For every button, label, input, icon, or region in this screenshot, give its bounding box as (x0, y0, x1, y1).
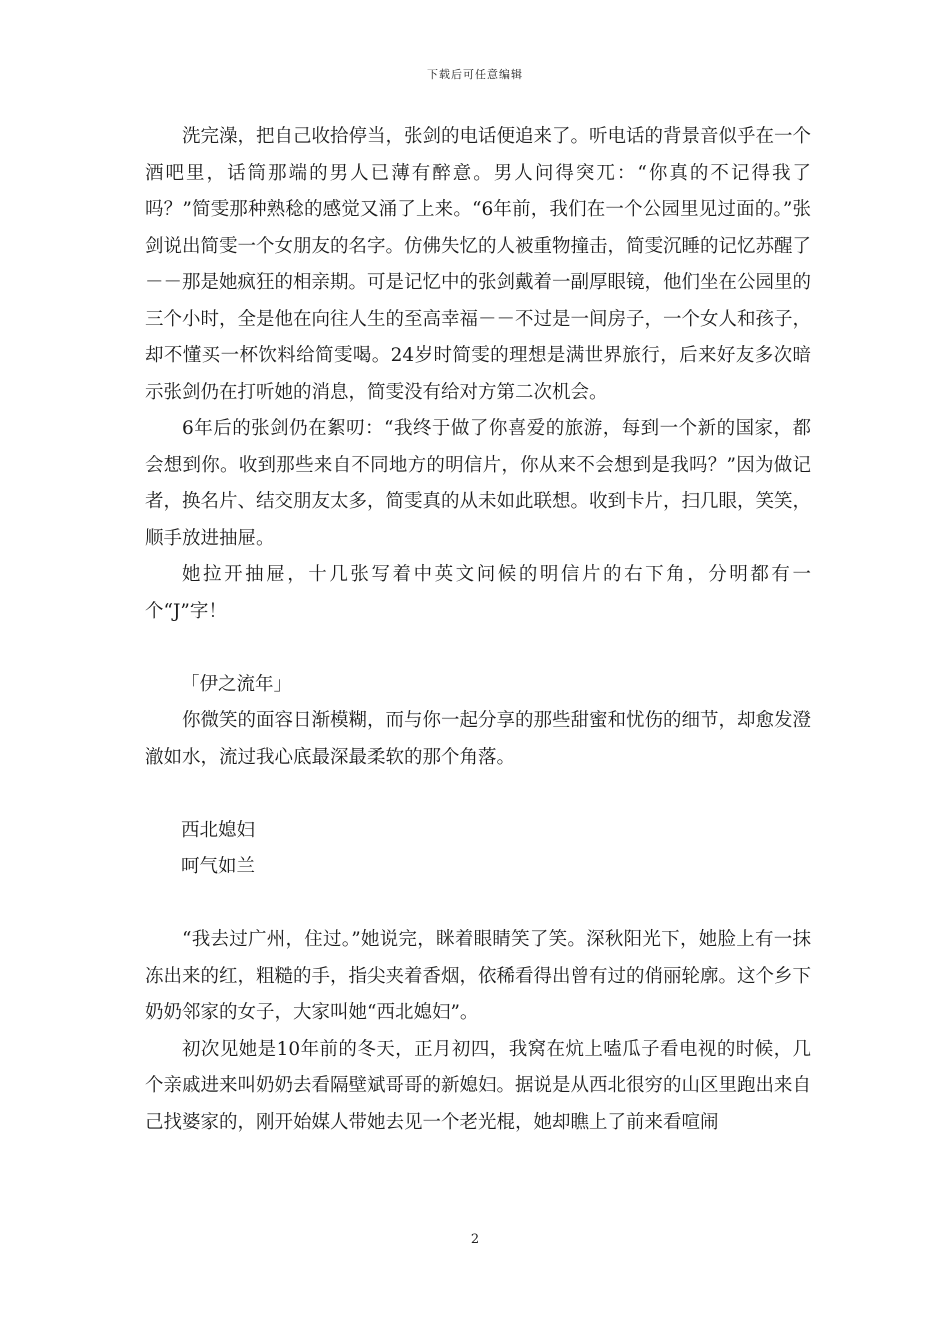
blank-line (145, 776, 811, 813)
article-author: 呵气如兰 (181, 856, 256, 877)
paragraph-5: “我去过广州，住过。”她说完，眯着眼睛笑了笑。深秋阳光下，她脸上有一抹冻出来的红，粗糙的手，指尖夹着香烟，依稀看得出曾有过的俏丽轮廓。这个乡下奶奶邻家的女子，大家叫她“西北媳妇”。 (145, 929, 812, 1023)
page-number: 2 (470, 1232, 480, 1247)
document-body (145, 119, 811, 1141)
blank-line (145, 630, 811, 667)
page-header: 下载后可任意编辑 (427, 68, 523, 81)
section-title-yizhiliunian: 「伊之流年」 (181, 673, 293, 695)
blank-line (145, 886, 811, 923)
article-title: 西北媳妇 (181, 819, 256, 841)
paragraph-4: 你微笑的面容日渐模糊，而与你一起分享的那些甜蜜和忧伤的细节，却愈发澄澈如水，流过我心底最深最柔软的那个角落。 (145, 710, 812, 768)
paragraph-1: 洗完澡，把自己收拾停当，张剑的电话便追来了。听电话的背景音似乎在一个酒吧里，话筒那端的男人已薄有醉意。男人问得突兀：“你真的不记得我了吗？”简雯那种熟稔的感觉又涌了上来。“6年前，我们在一个公园里见过面的。”张剑说出简雯一个女朋友的名字。仿佛失忆的人被重物撞击，简雯沉睡的记忆苏醒了－－那是她疯狂的相亲期。可是记忆中的张剑戴着一副厚眼镜，他们坐在公园里的三个小时，全是他在向往人生的至高幸福－－不过是一间房子，一个女人和孩子，却不懂买一杯饮料给简雯喝。24岁时简雯的理想是满世界旅行，后来好友多次暗示张剑仍在打听她的消息，简雯没有给对方第二次机会。 (145, 126, 812, 403)
paragraph-6: 初次见她是10年前的冬天，正月初四，我窝在炕上嗑瓜子看电视的时候，几个亲戚进来叫奶奶去看隔壁斌哥哥的新媳妇。据说是从西北很穷的山区里跑出来自己找婆家的，刚开始媒人带她去见一个老光棍，她却瞧上了前来看喧闹 (145, 1038, 812, 1133)
paragraph-2: 6年后的张剑仍在絮叨：“我终于做了你喜爱的旅游，每到一个新的国家，都会想到你。收到那些来自不同地方的明信片，你从来不会想到是我吗？”因为做记者，换名片、结交朋友太多，简雯真的从未如此联想。收到卡片，扫几眼，笑笑，顺手放进抽屉。 (145, 418, 812, 549)
paragraph-3: 她拉开抽屉，十几张写着中英文问候的明信片的右下角，分明都有一个“J”字！ (145, 564, 811, 622)
